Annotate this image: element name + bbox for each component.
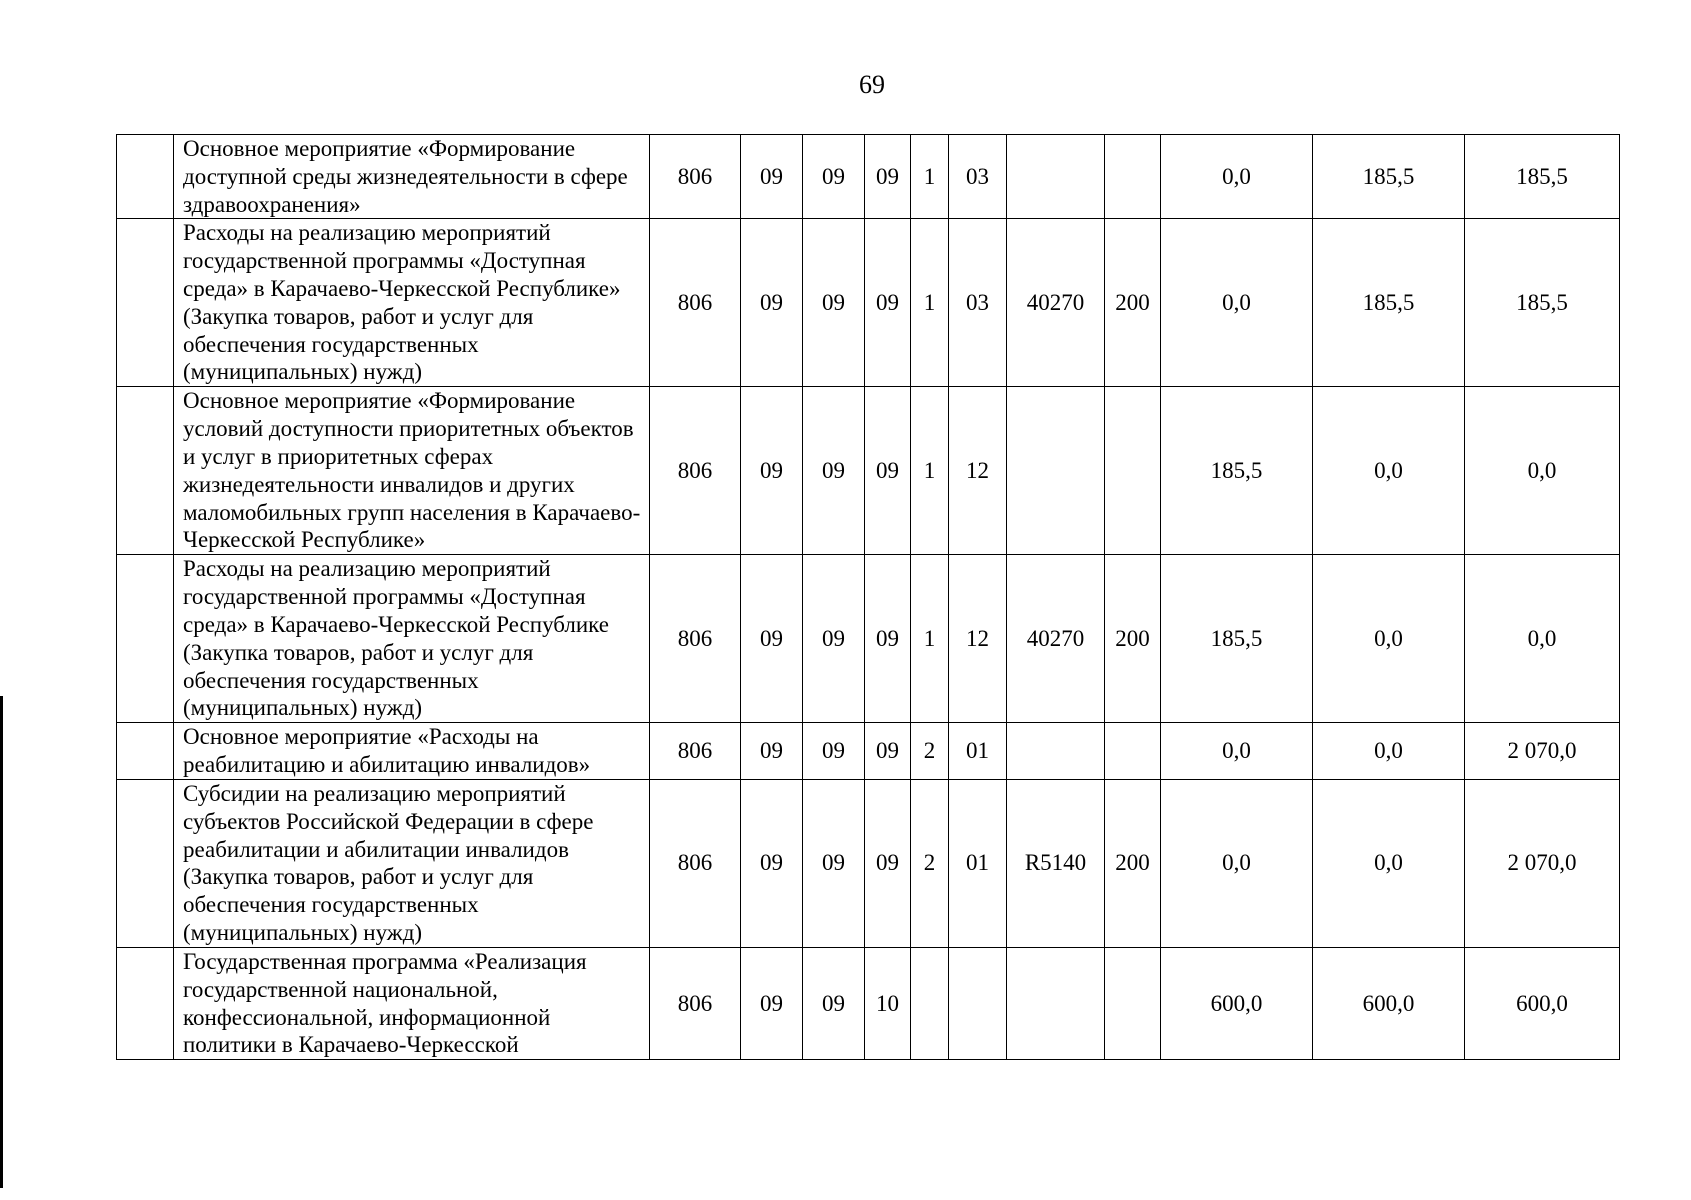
amount-cell: 185,5 [1465, 135, 1620, 219]
code-cell: 09 [741, 387, 803, 555]
code-cell [1007, 947, 1105, 1059]
code-cell [1105, 723, 1161, 780]
code-cell: 200 [1105, 219, 1161, 387]
code-cell [1007, 135, 1105, 219]
table-row [117, 219, 1620, 387]
code-cell: 806 [650, 219, 741, 387]
code-cell: 806 [650, 135, 741, 219]
code-cell [1007, 387, 1105, 555]
code-cell [1007, 723, 1105, 780]
description-cell: Основное мероприятие «Формирование доступной среды жизнедеятельности в сфере здравоохранения» [174, 135, 650, 219]
code-cell: 09 [803, 947, 865, 1059]
code-cell: 806 [650, 947, 741, 1059]
code-cell: 03 [949, 135, 1007, 219]
description-cell: Расходы на реализацию мероприятий государственной программы «Доступная среда» в Карачаево-Черкесской Республике (Закупка товаров, работ и услуг для обеспечения государственных (муниципальных) нужд) [174, 555, 650, 723]
amount-cell: 185,5 [1161, 555, 1313, 723]
amount-cell: 185,5 [1161, 387, 1313, 555]
table-row [117, 387, 1620, 555]
code-cell: R5140 [1007, 779, 1105, 947]
amount-cell: 0,0 [1161, 723, 1313, 780]
index-cell [117, 779, 174, 947]
code-cell: 09 [865, 387, 911, 555]
code-cell: 09 [865, 723, 911, 780]
description-cell: Основное мероприятие «Расходы на реабилитацию и абилитацию инвалидов» [174, 723, 650, 780]
code-cell: 10 [865, 947, 911, 1059]
index-cell [117, 555, 174, 723]
code-cell: 1 [911, 135, 949, 219]
table-row [117, 723, 1620, 780]
table-row [117, 135, 1620, 219]
amount-cell: 0,0 [1313, 387, 1465, 555]
code-cell: 12 [949, 387, 1007, 555]
code-cell: 09 [803, 555, 865, 723]
code-cell: 09 [865, 555, 911, 723]
code-cell: 09 [741, 135, 803, 219]
code-cell: 09 [741, 947, 803, 1059]
amount-cell: 0,0 [1313, 723, 1465, 780]
code-cell [1105, 135, 1161, 219]
code-cell: 2 [911, 723, 949, 780]
table-row [117, 947, 1620, 1059]
amount-cell: 0,0 [1161, 219, 1313, 387]
code-cell [949, 947, 1007, 1059]
amount-cell: 0,0 [1465, 387, 1620, 555]
code-cell: 806 [650, 779, 741, 947]
code-cell: 09 [865, 135, 911, 219]
table-row [117, 555, 1620, 723]
code-cell: 09 [803, 387, 865, 555]
code-cell: 12 [949, 555, 1007, 723]
code-cell: 1 [911, 555, 949, 723]
code-cell: 09 [803, 723, 865, 780]
code-cell: 40270 [1007, 555, 1105, 723]
code-cell: 09 [741, 723, 803, 780]
code-cell: 03 [949, 219, 1007, 387]
amount-cell: 185,5 [1465, 219, 1620, 387]
description-cell: Субсидии на реализацию мероприятий субъектов Российской Федерации в сфере реабилитации и абилитации инвалидов (Закупка товаров, работ и услуг для обеспечения государственных (муниципальных) нужд) [174, 779, 650, 947]
amount-cell: 600,0 [1313, 947, 1465, 1059]
amount-cell: 600,0 [1465, 947, 1620, 1059]
code-cell: 806 [650, 555, 741, 723]
code-cell: 09 [865, 219, 911, 387]
page-number: 69 [859, 70, 885, 99]
amount-cell: 185,5 [1313, 219, 1465, 387]
index-cell [117, 723, 174, 780]
code-cell: 09 [741, 219, 803, 387]
amount-cell: 185,5 [1313, 135, 1465, 219]
code-cell: 09 [803, 779, 865, 947]
code-cell: 806 [650, 723, 741, 780]
code-cell: 1 [911, 387, 949, 555]
code-cell: 09 [741, 779, 803, 947]
index-cell [117, 135, 174, 219]
amount-cell: 600,0 [1161, 947, 1313, 1059]
amount-cell: 2 070,0 [1465, 779, 1620, 947]
amount-cell: 2 070,0 [1465, 723, 1620, 780]
code-cell: 09 [803, 219, 865, 387]
code-cell: 1 [911, 219, 949, 387]
code-cell [911, 947, 949, 1059]
description-cell: Государственная программа «Реализация государственной национальной, конфессиональной, информационной политики в Карачаево-Черкесской [174, 947, 650, 1059]
amount-cell: 0,0 [1161, 779, 1313, 947]
code-cell: 01 [949, 723, 1007, 780]
index-cell [117, 219, 174, 387]
description-cell: Основное мероприятие «Формирование условий доступности приоритетных объектов и услуг в приоритетных сферах жизнедеятельности инвалидов и других маломобильных групп населения в Карачаево-Черкесской Республике» [174, 387, 650, 555]
budget-table [116, 134, 1620, 1060]
index-cell [117, 387, 174, 555]
left-margin-rule [0, 696, 3, 1188]
amount-cell: 0,0 [1161, 135, 1313, 219]
code-cell [1105, 947, 1161, 1059]
code-cell: 40270 [1007, 219, 1105, 387]
code-cell: 01 [949, 779, 1007, 947]
code-cell: 806 [650, 387, 741, 555]
code-cell: 09 [803, 135, 865, 219]
code-cell: 2 [911, 779, 949, 947]
code-cell: 200 [1105, 779, 1161, 947]
table-row [117, 779, 1620, 947]
amount-cell: 0,0 [1313, 779, 1465, 947]
index-cell [117, 947, 174, 1059]
description-cell: Расходы на реализацию мероприятий государственной программы «Доступная среда» в Карачаево-Черкесской Республике» (Закупка товаров, работ и услуг для обеспечения государственных (муниципальных) нужд) [174, 219, 650, 387]
code-cell: 09 [865, 779, 911, 947]
code-cell [1105, 387, 1161, 555]
code-cell: 09 [741, 555, 803, 723]
amount-cell: 0,0 [1313, 555, 1465, 723]
code-cell: 200 [1105, 555, 1161, 723]
amount-cell: 0,0 [1465, 555, 1620, 723]
